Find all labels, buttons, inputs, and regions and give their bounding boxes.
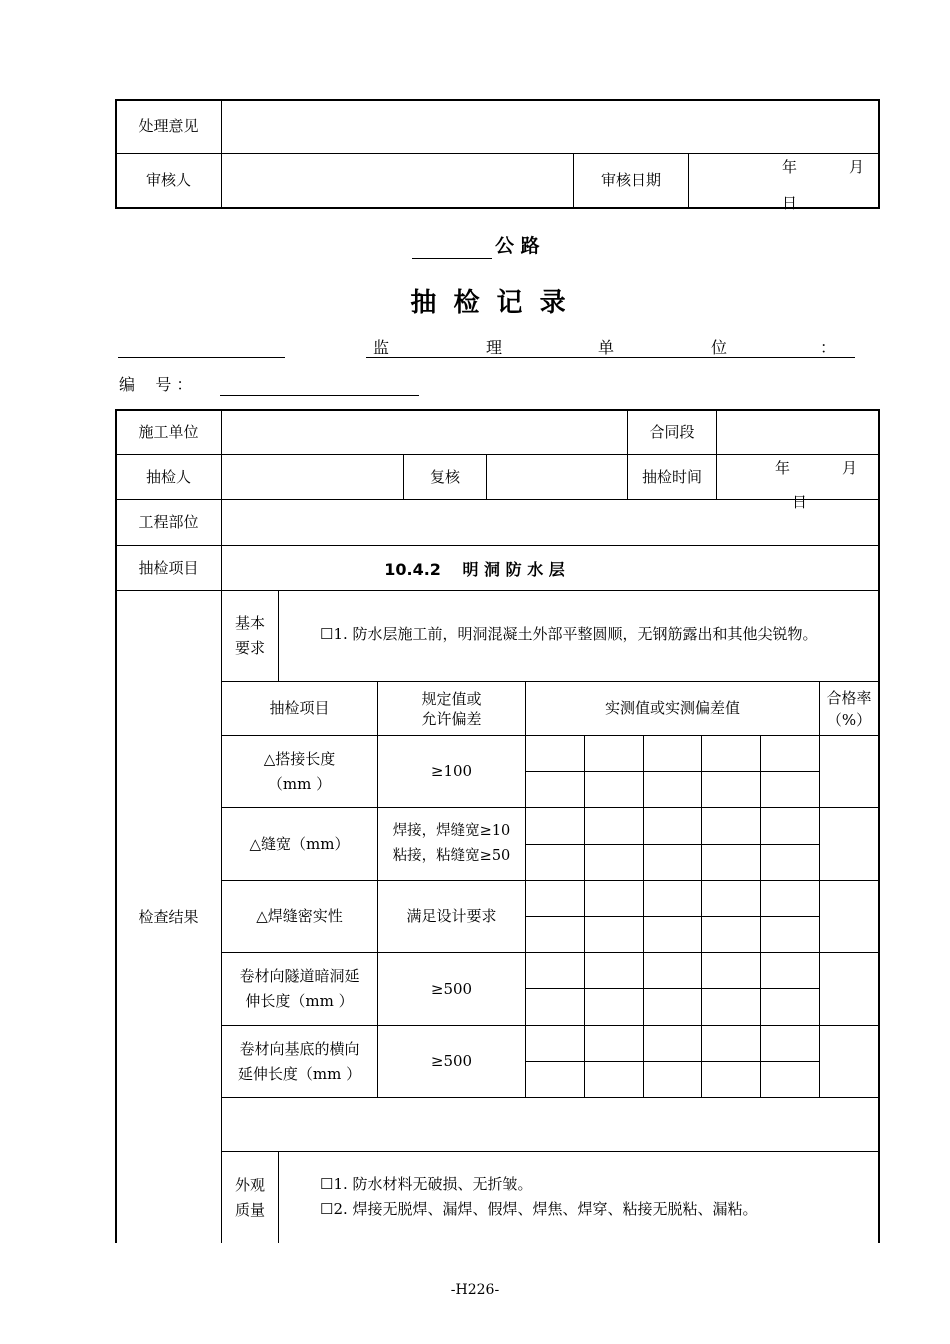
supervisor-char: 单 [598,338,615,357]
date-month: 月 [849,158,865,176]
blank-row[interactable] [222,1098,878,1151]
reviewer-label: 审核人 [145,171,191,189]
row-spec-base-extension: ≥500 [430,1052,473,1070]
opinion-label: 处理意见 [138,117,199,135]
col-rate-header: 合格率 （%） [826,688,872,729]
recheck-label: 复核 [429,467,460,486]
recheck-field[interactable] [487,455,627,499]
inspect-time-field[interactable] [717,455,878,511]
appearance-label: 外观 质量 [234,1175,265,1219]
construction-unit-field[interactable] [222,410,627,454]
supervisor-char: 理 [486,338,503,357]
appearance-item: ☐1. 防水材料无破损、无折皱。 [320,1175,533,1193]
review-date-field[interactable] [689,154,878,212]
row-spec-seam-width: 焊接，焊缝宽≥10 粘接，粘缝宽≥50 [392,823,511,864]
contract-section-label: 合同段 [649,422,695,441]
inspect-time-label: 抽检时间 [641,467,702,486]
opinion-field[interactable] [222,100,878,153]
date-year: 年 [782,158,798,176]
page-number: -H226- [450,1282,500,1298]
item-title: 10.4.2 明 洞 防 水 层 [384,559,565,579]
basic-req-text: ☐1. 防水层施工前，明洞混凝土外部平整圆顺，无钢筋露出和其他尖锐物。 [320,625,818,643]
date-month: 月 [842,459,858,477]
supervisor-char: 位 [711,338,728,357]
row-spec-tunnel-extension: ≥500 [430,979,473,998]
row-spec-weld-density: 满足设计要求 [406,907,497,925]
col-item-header: 抽检项目 [269,699,330,717]
row-item-lap-length: △搭接长度 （mm ） [263,749,336,793]
road-suffix: 公 路 [495,235,540,257]
inspect-item-label: 抽检项目 [138,558,199,577]
supervisor-char: 监 [373,338,390,357]
row-item-weld-density: △焊缝密实性 [256,907,343,925]
contract-section-field[interactable] [717,410,878,454]
reviewer-field[interactable] [222,154,573,207]
inspector-label: 抽检人 [145,467,191,486]
col-spec-header: 规定值或 允许偏差 [421,689,482,728]
results-label: 检查结果 [138,907,199,926]
number-label: 编 号 ： [119,375,193,394]
page-title: 抽 检 记 录 [410,287,570,318]
appearance-item: ☐2. 焊接无脱焊、漏焊、假焊、焊焦、焊穿、粘接无脱粘、漏粘。 [320,1200,758,1218]
date-day: 日 [782,194,798,212]
inspector-field[interactable] [222,455,403,499]
date-year: 年 [775,459,791,477]
col-measured-header: 实测值或实测偏差值 [604,699,740,717]
supervisor-char: ： [820,338,837,357]
row-item-base-extension: 卷材向基底的横向 延伸长度（mm ） [237,1039,362,1083]
construction-unit-label: 施工单位 [138,422,199,441]
basic-req-label: 基本 要求 [234,614,265,657]
date-day: 日 [792,493,808,511]
row-spec-lap-length: ≥100 [430,762,473,780]
row-item-tunnel-extension: 卷材向隧道暗洞延 伸长度（mm ） [239,967,360,1010]
project-part-field[interactable] [222,500,878,545]
project-part-label: 工程部位 [138,513,199,531]
review-date-label: 审核日期 [600,171,661,189]
row-item-seam-width: △缝宽（mm） [249,834,350,853]
